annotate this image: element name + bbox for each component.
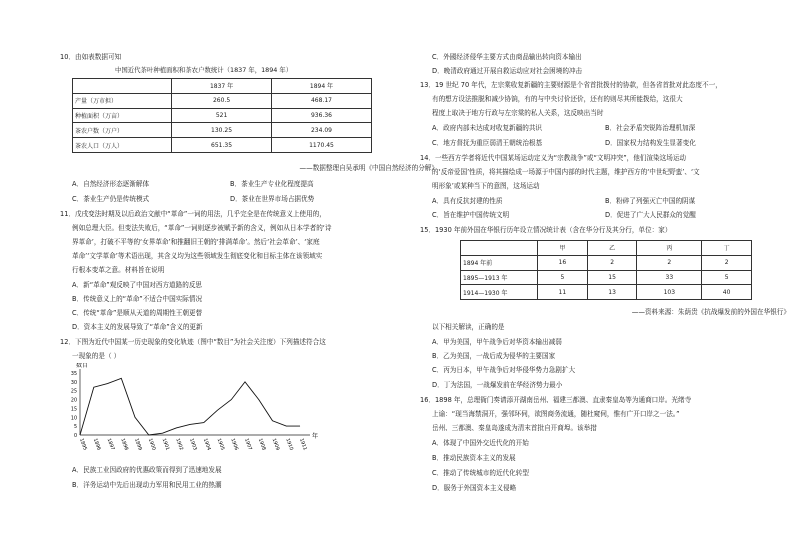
q16-line: 岳州、三都澳、秦皇岛遂成为清末首批自开商埠。该举措 — [432, 424, 597, 432]
table-row — [73, 138, 372, 153]
table-header-cell — [461, 241, 538, 256]
table-cell: 651.35 — [172, 138, 272, 153]
table-cell: 5 — [538, 270, 588, 285]
y-axis-label: 数目 — [76, 363, 89, 369]
q15-option-a: A．甲为美国，甲午战争后对华资本输出减弱 — [432, 338, 562, 346]
y-tick-label: 25 — [70, 389, 77, 395]
q12-option-d: D．晚清政府通过开展自救运动应对社会困境的冲击 — [432, 67, 583, 75]
q11-line: 例如总理大臣。但变法失败后，“革命”一词则逐步被赋予新的含义，例如从日本学者的‘诗 — [72, 224, 332, 232]
q10-option-b: B．茶业生产专业化程度提高 — [230, 180, 314, 188]
table-cell: 11 — [538, 285, 588, 300]
table-cell: 1914—1930 年 — [461, 285, 538, 300]
table-row — [461, 270, 752, 285]
table-cell: 1895—1913 年 — [461, 270, 538, 285]
q12-option-a: A．民族工业因政府的优惠政策而得到了迅速地发展 — [72, 466, 222, 474]
table-header-cell: 丙 — [637, 241, 702, 256]
q13-option-c: C．地方督抚为重臣弱清王朝统治根基 — [432, 139, 543, 147]
q15-option-d: D．丁为法国，一战爆发前在华经济势力最小 — [432, 381, 563, 389]
q12-line: 12．下图为近代中国某一历史现象的变化轨迹（图中“数目”为社会关注度）下列描述符合这 — [60, 338, 326, 346]
y-tick-label: 30 — [70, 380, 77, 386]
table-header-cell: 丁 — [702, 241, 752, 256]
table-row — [73, 93, 372, 108]
q10-option-c: C．茶业生产仍是传统模式 — [72, 195, 150, 203]
x-tick-label: 1900 — [146, 437, 156, 452]
x-tick-label: 1905 — [215, 437, 225, 452]
q15-option-b: B．乙为美国，一战后成为侵华的主要国家 — [432, 352, 556, 360]
table-cell: 茶农户数（万户） — [73, 123, 172, 138]
q14-line: 明形象’或某种当下的意图，这场运动 — [432, 182, 540, 190]
table-cell: 33 — [637, 270, 702, 285]
q13-option-d: D．国家权力结构发生显著变化 — [605, 139, 696, 147]
series-line — [80, 378, 300, 435]
table-header-cell: 乙 — [587, 241, 637, 256]
x-axis-label: 年 — [312, 433, 319, 440]
q16-option-b: B．推动民族资本主义的发展 — [432, 454, 516, 462]
y-tick-label: 20 — [70, 398, 77, 404]
q13-option-a: A．政府内部未达成对收复新疆的共识 — [432, 124, 543, 132]
q15-option-c: C．丙为日本，甲午战争后对华侵华势力急剧扩大 — [432, 366, 576, 374]
q14-option-a: A．具有反抗封建的性质 — [432, 197, 503, 205]
q13-line: 程度上取决于地方行政与左宗棠的私人关系，这反映出当时 — [432, 109, 604, 117]
table-cell: 种植面积（万亩） — [73, 108, 172, 123]
q12-line: 一现象的是（ ） — [72, 352, 121, 360]
q16-option-a: A．体现了中国外交近代化的开始 — [432, 439, 529, 447]
table-header-cell: 甲 — [538, 241, 588, 256]
q14-option-b: B．粉碎了列强灭亡中国的阴谋 — [605, 197, 696, 205]
q14-line: 的‘反帝爱国’性质，将其描绘成一场源于中国内部的时代主题，维护西方的‘中世纪野蛮’、‘文 — [432, 168, 700, 176]
x-tick-label: 1895 — [78, 437, 87, 452]
table-cell: 2 — [702, 255, 752, 270]
q16-line: 上谕：“现当海禁洞开，强邻环伺，欲图商务流通，随杜窥伺，惟有广开口岸之一法。” — [432, 410, 680, 418]
y-tick-label: 35 — [70, 372, 77, 377]
x-tick-label: 1898 — [119, 437, 129, 452]
x-tick-label: 1908 — [256, 437, 266, 452]
q15-stem: 15．1930 年前外国在华银行历年设立情况统计表（含在华分行及其分行，单位：家） — [420, 226, 672, 234]
q11-option-b: B．传统意义上的“革命”不适合中国实际情况 — [72, 295, 203, 303]
q11-line: 革命’‘文学革命’等术语出现，其含义均为这些领域发生彻底变化和目标主体在该领域实 — [72, 252, 323, 260]
table-row — [461, 255, 752, 270]
y-tick-label: 0 — [73, 434, 77, 439]
table-header-row — [461, 241, 752, 256]
x-tick-label: 1902 — [174, 437, 184, 452]
table-cell: 15 — [587, 270, 637, 285]
table-header-cell: 1837 年 — [172, 79, 272, 94]
y-tick-label: 15 — [70, 407, 77, 413]
table-cell: 茶农人口（万人） — [73, 138, 172, 153]
q14-line: 14．一些西方学者将近代中国某场运动定义为“宗教战争”或“文明冲突”，他们渲染这场运动 — [420, 154, 687, 162]
q14-option-d: D．促进了广大人民群众的觉醒 — [605, 211, 696, 219]
table-cell: 468.17 — [271, 93, 371, 108]
x-tick-label: 1911 — [298, 437, 307, 452]
table-header-cell — [73, 79, 172, 94]
q15-table — [460, 240, 752, 300]
table-cell: 2 — [587, 255, 637, 270]
q13-line: 13．19 世纪 70 年代，左宗棠收复新疆的主要财源是个省首批拨付的协款，但各省首批对此态度不一， — [420, 81, 722, 89]
x-tick-label: 1896 — [91, 437, 101, 452]
x-tick-label: 1899 — [133, 437, 142, 452]
table-row — [73, 108, 372, 123]
q11-option-c: C．传统“革命”是顺从天道的周期性王朝更替 — [72, 309, 203, 317]
y-tick-label: 5 — [73, 425, 77, 431]
table-cell: 936.36 — [271, 108, 371, 123]
q16-option-d: D．服务于外国资本主义侵略 — [432, 484, 517, 492]
table-cell: 234.09 — [271, 123, 371, 138]
x-tick-label: 1903 — [188, 437, 197, 452]
q10-table — [72, 78, 372, 153]
q15-intro: 以下相关解读，正确的是 — [432, 323, 505, 331]
q15-source: ——资料来源：朱荫贵《抗战爆发前的外国在华银行》 — [631, 308, 790, 316]
x-tick-label: 1901 — [160, 437, 170, 452]
q11-line: 11．戊戌变法时期及以后政治文献中“革命”一词的用法，几乎完全是在传统意义上使用的， — [60, 210, 326, 218]
x-tick-label: 1906 — [229, 437, 239, 452]
table-cell: 40 — [702, 285, 752, 300]
table-row — [461, 285, 752, 300]
trend-line-chart — [60, 363, 360, 463]
q10-stem: 10．由如表数据可知 — [60, 53, 122, 61]
q16-line: 16．1898 年，总理衙门奏请添开湖南岳州、福建三都澳、直隶秦皇岛等为通商口岸。光绪寺 — [420, 396, 692, 404]
q13-line: 有的想方设法推脱和减少协饷，有的与中央讨价还价，还有的则尽其所能拨给，这很大 — [432, 95, 683, 103]
q10-table-title: 中国近代茶叶种植面积和茶农户数统计（1837 年，1894 年） — [115, 66, 293, 74]
x-tick-label: 1910 — [284, 437, 294, 452]
table-cell: 13 — [587, 285, 637, 300]
q14-option-c: C．旨在维护中国传统文明 — [432, 211, 510, 219]
table-row — [73, 123, 372, 138]
table-cell: 2 — [637, 255, 702, 270]
q12-option-b: B．洋务运动中先后出现动力军用和民用工业的热潮 — [72, 481, 222, 489]
q10-option-d: D．茶业在世界市场占据优势 — [230, 195, 315, 203]
table-cell: 130.25 — [172, 123, 272, 138]
table-cell: 16 — [538, 255, 588, 270]
q10-option-a: A．自然经济形态逐渐解体 — [72, 180, 150, 188]
table-cell: 1170.45 — [271, 138, 371, 153]
table-cell: 5 — [702, 270, 752, 285]
x-tick-label: 1897 — [105, 437, 115, 452]
table-cell: 521 — [172, 108, 272, 123]
q11-option-d: D．资本主义的发展导致了“革命”含义的更新 — [72, 323, 203, 331]
q11-line: 界革命’，打破不平等的‘女界革命’和推翻旧王朝的‘排满革命’。然后‘社会革命’、‘家庭 — [72, 238, 320, 246]
table-cell: 103 — [637, 285, 702, 300]
q11-line: 行根本变革之意。材料旨在说明 — [72, 266, 165, 274]
q11-option-a: A．新“革命”观反映了中国对西方道路的反思 — [72, 281, 203, 289]
x-tick-label: 1907 — [243, 437, 252, 452]
table-header-row — [73, 79, 372, 94]
x-tick-label: 1904 — [201, 437, 211, 452]
table-cell: 260.5 — [172, 93, 272, 108]
q13-option-b: B．社会矛盾突锐阵治理机加深 — [605, 124, 696, 132]
x-tick-label: 1909 — [270, 437, 280, 452]
q10-source: ——数据整理自吴承明《中国自然经济的分解》 — [299, 164, 438, 172]
q12-option-c: C．外國经济侵华主要方式由商品输出转向资本输出 — [432, 53, 582, 61]
table-cell: 产量（万市担） — [73, 93, 172, 108]
q16-option-c: C．推动了传统城市的近代化转型 — [432, 469, 529, 477]
y-tick-label: 10 — [70, 416, 77, 422]
table-header-cell: 1894 年 — [271, 79, 371, 94]
table-cell: 1894 年前 — [461, 255, 538, 270]
